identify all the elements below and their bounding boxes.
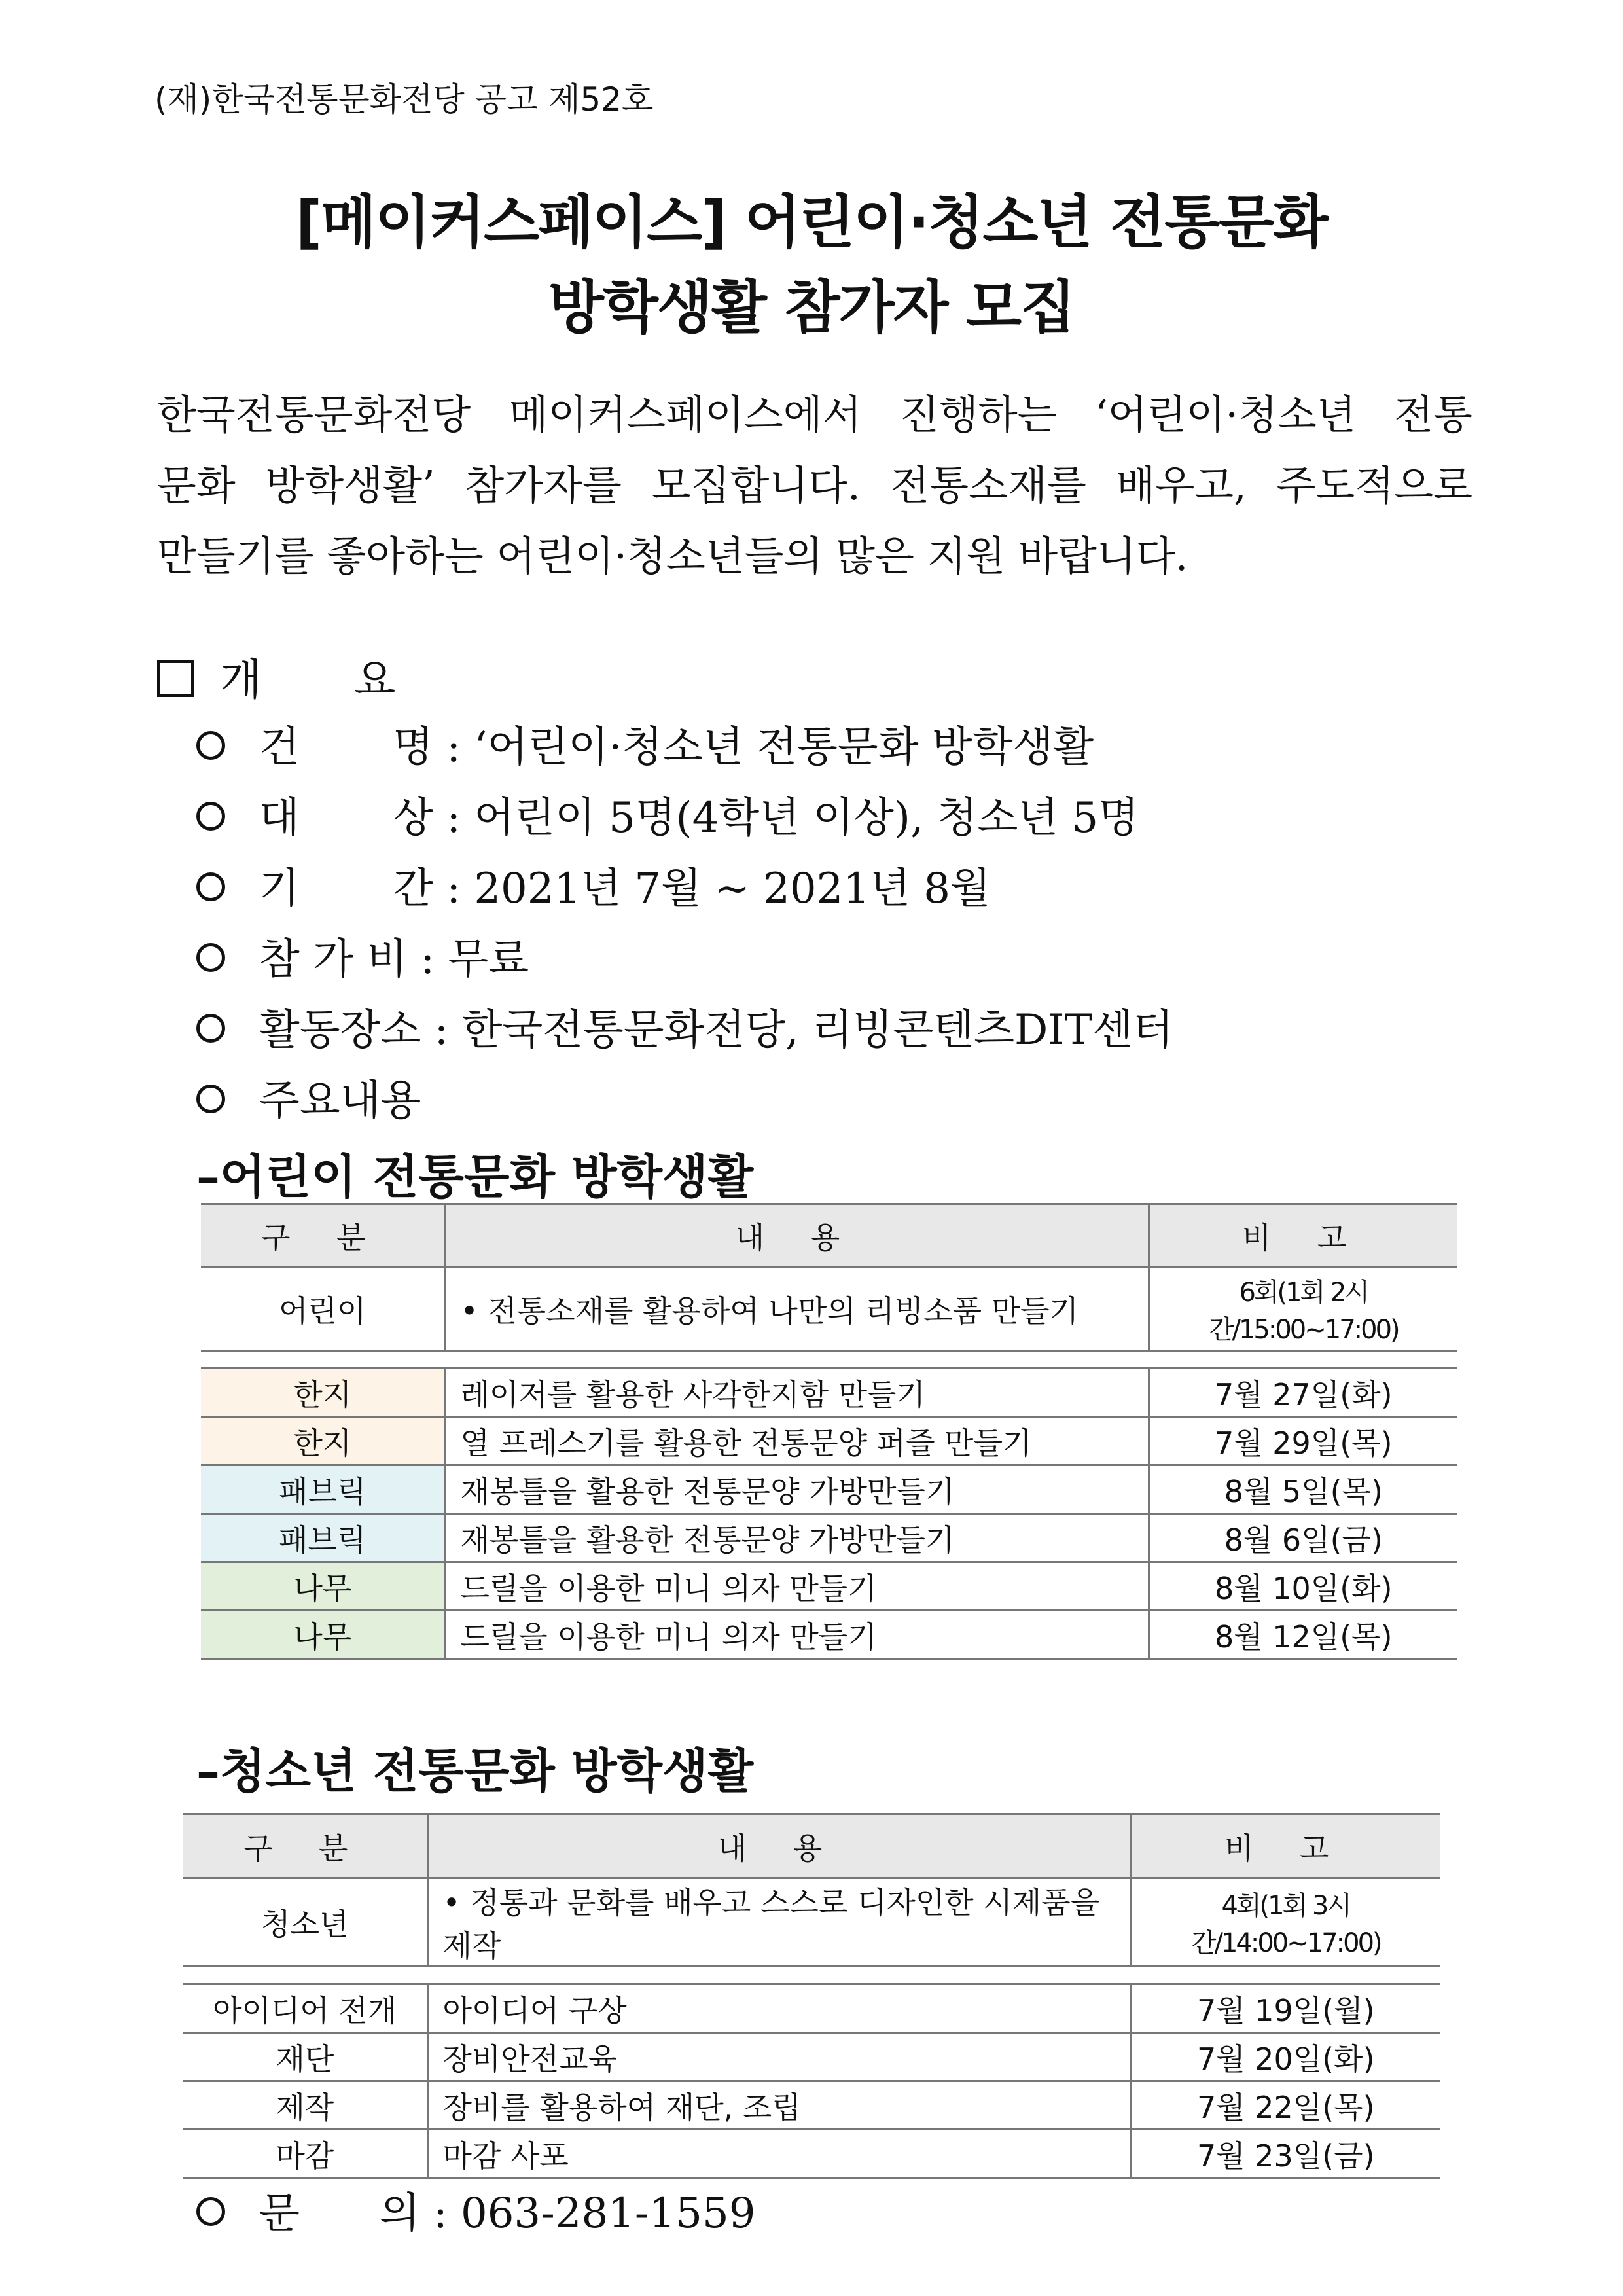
overview-heading [157, 645, 435, 707]
row-content: 아이디어 구상 [427, 1984, 1131, 2033]
table-row [201, 1611, 1457, 1659]
header-content: 내 용 [427, 1814, 1131, 1878]
row-date: 7월 22일(목) [1131, 2081, 1440, 2130]
summary-content: • 정통과 문화를 배우고 스스로 디자인한 시제품을 제작 [427, 1878, 1131, 1967]
row-content: 장비안전교육 [427, 2033, 1131, 2081]
row-content: 장비를 활용하여 재단, 조립 [427, 2081, 1131, 2130]
item-label: 기 간 [259, 865, 434, 913]
checkbox-square-icon [157, 660, 194, 697]
row-date: 8월 5일(목) [1149, 1465, 1457, 1514]
header-category: 구 분 [183, 1814, 427, 1878]
intro-paragraph [157, 380, 1472, 592]
item-label: 주요내용 [259, 1077, 421, 1125]
summary-note: 6회(1회 2시간/15:00~17:00) [1149, 1267, 1457, 1351]
kids-section-heading: –어린이 전통문화 방학생활 [196, 1149, 754, 1204]
item-label: 활동장소 [259, 1006, 421, 1054]
row-content: 재봉틀을 활용한 전통문양 가방만들기 [445, 1514, 1149, 1562]
overview-item: 건 명 : ‘어린이·청소년 전통문화 방학생활 [196, 713, 1094, 774]
table-row [201, 1465, 1457, 1514]
summary-category: 어린이 [201, 1267, 445, 1351]
item-value: 한국전통문화전당, 리빙콘텐츠DIT센터 [461, 1006, 1173, 1054]
row-category: 나무 [201, 1611, 445, 1659]
table-row [201, 1562, 1457, 1611]
overview-heading-text: 개 요 [220, 655, 435, 705]
notice-number: (재)한국전통문화전당 공고 제52호 [154, 81, 654, 118]
row-category: 재단 [183, 2033, 427, 2081]
table-row [183, 2033, 1440, 2081]
kids-rows [201, 1369, 1457, 1659]
table-header-row [201, 1204, 1457, 1267]
row-category: 한지 [201, 1417, 445, 1465]
overview-item [196, 1067, 421, 1127]
header-content: 내 용 [445, 1204, 1149, 1267]
page-title-line1: [메이커스페이스] 어린이·청소년 전통문화 [295, 188, 1328, 256]
item-label: 참 가 비 [259, 935, 408, 984]
table-row [201, 1369, 1457, 1417]
row-date: 7월 23일(금) [1131, 2130, 1440, 2178]
row-category: 나무 [201, 1562, 445, 1611]
header-note: 비 고 [1149, 1204, 1457, 1267]
row-content: 재봉틀을 활용한 전통문양 가방만들기 [445, 1465, 1149, 1514]
item-label: 건 명 [259, 723, 434, 772]
overview-item: 대 상 : 어린이 5명(4학년 이상), 청소년 5명 [196, 784, 1139, 844]
row-date: 7월 27일(화) [1149, 1369, 1457, 1417]
row-category: 아이디어 전개 [183, 1984, 427, 2033]
row-category: 패브릭 [201, 1465, 445, 1514]
row-category: 마감 [183, 2130, 427, 2178]
circle-bullet-icon [196, 802, 225, 831]
table-row [201, 1514, 1457, 1562]
overview-item: 기 간 : 2021년 7월 ~ 2021년 8월 [196, 855, 991, 915]
row-content: 마감 사포 [427, 2130, 1131, 2178]
teens-rows [183, 1984, 1440, 2178]
row-category: 패브릭 [201, 1514, 445, 1562]
table-summary-row [201, 1267, 1457, 1351]
header-note: 비 고 [1131, 1814, 1440, 1878]
row-date: 8월 10일(화) [1149, 1562, 1457, 1611]
item-value: 2021년 7월 ~ 2021년 8월 [474, 865, 991, 913]
summary-content: • 전통소재를 활용하여 나만의 리빙소품 만들기 [445, 1267, 1149, 1351]
row-content: 드릴을 이용한 미니 의자 만들기 [445, 1611, 1149, 1659]
row-category: 한지 [201, 1369, 445, 1417]
table-spacer [201, 1351, 1457, 1369]
summary-note: 4회(1회 3시간/14:00~17:00) [1131, 1878, 1440, 1967]
row-content: 열 프레스기를 활용한 전통문양 퍼즐 만들기 [445, 1417, 1149, 1465]
table-header-row [183, 1814, 1440, 1878]
overview-item: 활동장소 : 한국전통문화전당, 리빙콘텐츠DIT센터 [196, 996, 1173, 1056]
table-row [183, 2130, 1440, 2178]
table-row [183, 1984, 1440, 2033]
row-date: 7월 20일(화) [1131, 2033, 1440, 2081]
spacer-cell [183, 1967, 1440, 1984]
kids-schedule-table [201, 1203, 1457, 1660]
circle-bullet-icon [196, 943, 225, 972]
item-value: 어린이 5명(4학년 이상), 청소년 5명 [474, 794, 1139, 842]
table-summary-row [183, 1878, 1440, 1967]
table-spacer [183, 1967, 1440, 1984]
header-category: 구 분 [201, 1204, 445, 1267]
contact-line: 문 의 : 063-281-1559 [196, 2179, 755, 2240]
intro-line: 문화 방학생활’ 참가자를 모집합니다. 전통소재를 배우고, 주도적으로 [157, 461, 1472, 509]
row-category: 제작 [183, 2081, 427, 2130]
row-date: 8월 6일(금) [1149, 1514, 1457, 1562]
summary-category: 청소년 [183, 1878, 427, 1967]
item-label: 대 상 [259, 794, 434, 842]
row-content: 레이저를 활용한 사각한지함 만들기 [445, 1369, 1149, 1417]
intro-line: 만들기를 좋아하는 어린이·청소년들의 많은 지원 바랍니다. [157, 532, 1188, 580]
contact-phone: 063-281-1559 [460, 2189, 756, 2238]
circle-bullet-icon [196, 731, 225, 760]
intro-line: 한국전통문화전당 메이커스페이스에서 진행하는 ‘어린이·청소년 전통 [157, 391, 1472, 439]
row-date: 7월 19일(월) [1131, 1984, 1440, 2033]
overview-item: 참 가 비 : 무료 [196, 925, 529, 986]
page-title-line2: 방학생활 참가자 모집 [548, 274, 1075, 341]
table-row [183, 2081, 1440, 2130]
table-row [201, 1417, 1457, 1465]
row-date: 8월 12일(목) [1149, 1611, 1457, 1659]
teens-section-heading: –청소년 전통문화 방학생활 [196, 1743, 754, 1799]
spacer-cell [201, 1351, 1457, 1369]
circle-bullet-icon [196, 2197, 225, 2226]
circle-bullet-icon [196, 872, 225, 901]
row-date: 7월 29일(목) [1149, 1417, 1457, 1465]
circle-bullet-icon [196, 1014, 225, 1043]
circle-bullet-icon [196, 1085, 225, 1113]
teens-schedule-table [183, 1813, 1440, 2179]
item-value: 무료 [448, 935, 529, 984]
contact-label: 문 의 [259, 2189, 420, 2238]
row-content: 드릴을 이용한 미니 의자 만들기 [445, 1562, 1149, 1611]
item-value: ‘어린이·청소년 전통문화 방학생활 [474, 723, 1094, 772]
